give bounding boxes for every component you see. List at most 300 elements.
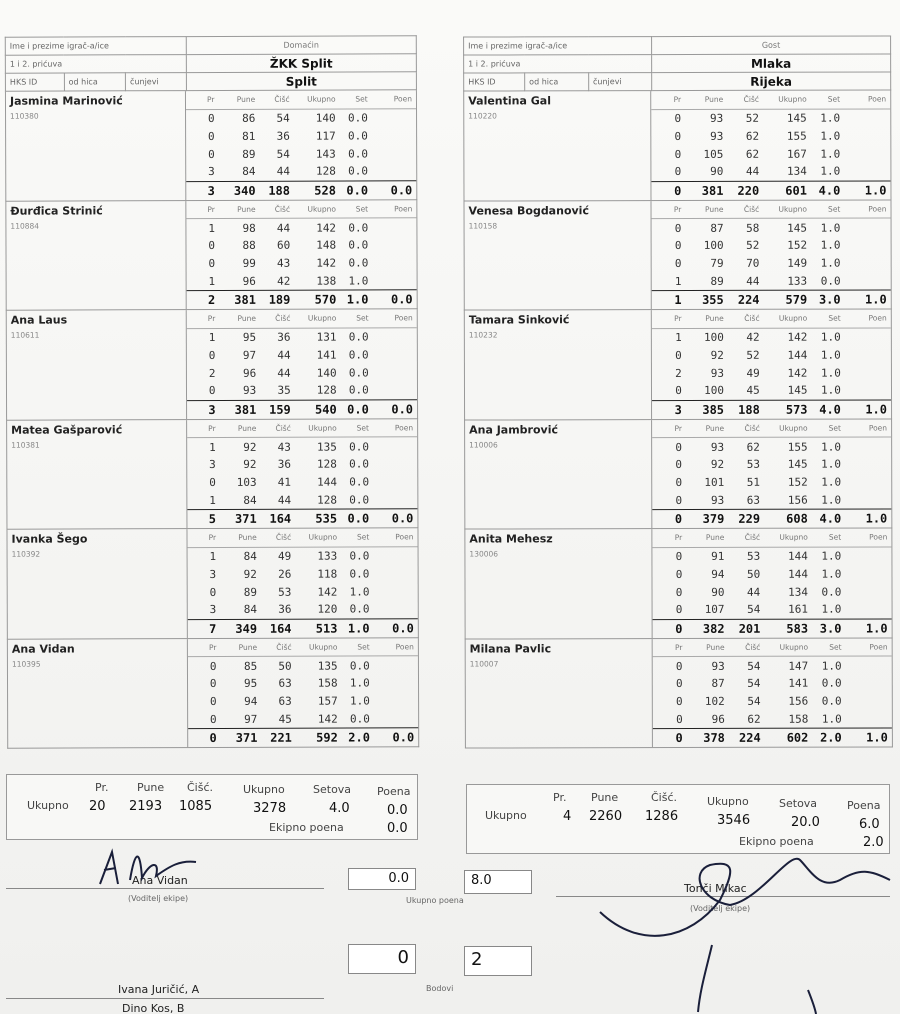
sum-pr-label: Pr. [553,791,567,804]
sum-pune: 2193 [129,799,163,814]
game-cell: 0.0 [348,238,369,252]
game-cell: 142 [317,585,338,599]
player-total-row [653,618,892,637]
player-info [466,639,654,748]
game-cell: 128 [316,457,337,472]
total-cell: 3 [207,183,215,198]
column-header: Pr [674,423,682,433]
home-leader-line [6,888,324,889]
player-info [464,201,652,310]
hks-label: HKS ID [5,73,64,91]
player-name: Ana Vidan [11,641,75,656]
game-cell: 50 [278,659,292,673]
player-info [464,91,652,200]
game-cell: 3 [209,603,217,617]
game-cell: 35 [277,384,291,398]
player-games [653,419,892,528]
sum-ekipno-label: Ekipno poena [269,821,344,834]
total-cell: 540 [314,402,337,417]
player-total-row [187,180,417,200]
game-cell: 156 [788,694,809,708]
column-header: Pune [238,642,258,652]
game-cell: 1.0 [821,457,842,472]
total-cell: 224 [737,292,760,307]
player-games [187,419,417,528]
game-cell: 158 [317,676,338,691]
game-cell: 0.0 [348,348,369,362]
column-header: Pr [208,423,216,433]
referee-b: Dino Kos, B [122,1002,185,1014]
game-row [188,491,418,510]
game-row [188,600,418,619]
player-info [7,310,188,419]
sum-cisc-label: Čišć. [187,781,214,794]
game-cell: 89 [243,585,257,599]
game-cell: 58 [746,221,760,235]
game-cell: 0 [208,384,216,398]
game-row [653,600,892,618]
total-cell: 0.0 [391,511,414,526]
player-block [463,90,891,201]
column-headers [653,419,892,438]
game-cell: 3 [209,458,216,472]
game-cell: 93 [242,384,257,398]
game-cell: 0 [674,257,682,271]
sum-cisc: 1286 [645,809,679,824]
game-cell: 149 [787,256,808,270]
sum-setova-label: Setova [779,797,818,810]
column-header: Pr [674,533,683,543]
total-cell: 535 [315,511,338,526]
total-cell: 164 [269,511,292,526]
total-cell: 381 [234,402,257,417]
column-header: Pr [208,642,217,652]
total-cell: 4.0 [818,183,841,198]
game-cell: 0.0 [821,585,842,599]
player-block [463,200,891,311]
game-cell: 0 [675,585,683,599]
player-games [652,309,891,418]
guest-header [463,35,891,91]
column-header: Ukupno [308,423,337,433]
game-cell: 1.0 [349,676,370,690]
game-cell: 145 [786,111,807,125]
game-cell: 0.0 [348,147,368,161]
game-cell: 93 [710,129,724,143]
game-cell: 86 [242,111,256,126]
player-block [464,309,892,420]
total-cell: 349 [235,621,258,636]
game-cell: 36 [278,603,292,617]
game-cell: 0.0 [348,330,369,344]
game-cell: 0 [209,659,217,673]
total-cell: 224 [738,730,761,745]
player-name: Tamara Sinković [468,313,570,327]
referee-line [6,998,324,999]
game-cell: 138 [316,274,337,288]
column-header: Poen [394,423,414,433]
player-name: Anita Mehesz [469,532,553,546]
column-header: Set [829,642,842,652]
home-leader-name: Ana Vidan [132,874,188,887]
column-header: Set [355,94,368,104]
total-cell: 1.0 [864,183,887,198]
total-cell: 0.0 [346,183,369,198]
game-cell: 1 [209,440,216,454]
game-row [653,674,892,692]
game-row [653,491,892,509]
game-cell: 44 [277,493,292,507]
game-cell: 0 [675,440,682,454]
game-cell: 1.0 [820,129,841,143]
game-cell: 96 [242,366,257,380]
game-cell: 81 [242,129,256,143]
player-id: 110007 [469,658,499,669]
game-row [188,438,418,457]
home-club: ŽKK Split [186,54,416,73]
game-cell: 142 [787,366,808,380]
column-header: Pune [704,204,724,214]
game-cell: 1.0 [821,659,842,673]
game-row [188,583,418,602]
game-cell: 84 [243,549,257,564]
game-cell: 92 [710,348,724,362]
game-cell: 155 [787,440,808,454]
game-cell: 1 [209,550,217,564]
total-cell: 340 [233,183,256,198]
game-cell: 128 [316,383,337,398]
player-id: 110232 [468,330,498,340]
game-row [187,272,417,291]
game-row [188,473,418,492]
column-headers [187,200,417,220]
column-header: Pr [208,533,217,543]
home-header [5,35,417,91]
column-header: Ukupno [779,533,808,543]
game-cell: 105 [703,147,724,161]
player-name: Ivanka Šego [11,532,88,546]
column-header: Čišć [275,314,291,324]
game-cell: 0 [208,348,216,362]
game-cell: 92 [243,567,257,581]
sum-poena: 0.0 [387,803,408,818]
game-cell: 135 [316,440,337,454]
player-block [7,638,419,749]
game-cell: 0 [674,147,682,161]
player-total-row [652,290,891,309]
game-cell: 99 [242,256,256,271]
game-cell: 117 [315,129,336,143]
player-games [652,200,891,309]
game-cell: 1.0 [821,493,842,507]
game-cell: 100 [703,331,724,345]
total-cell: 379 [702,512,725,527]
game-cell: 1.0 [820,348,841,362]
column-header: Ukupno [778,204,808,214]
points-label: Ukupno poena [406,896,464,905]
column-header: Pr [674,314,682,324]
column-header: Čišć [274,204,291,214]
total-cell: 385 [702,402,725,417]
total-cell: 0 [674,512,683,527]
column-header: Pr [673,95,682,105]
game-cell: 1.0 [820,366,841,380]
guest-leader-role: (Voditelj ekipe) [690,904,751,913]
guest-team-section [463,35,893,748]
game-row [653,583,892,601]
total-cell: 1.0 [346,292,369,307]
sum-pr-label: Pr. [95,781,109,794]
player-id: 110380 [10,111,39,121]
player-name: Đurđica Strinić [10,203,103,218]
game-cell: 118 [317,567,338,581]
game-cell: 43 [276,256,291,270]
total-cell: 0 [209,731,217,746]
game-cell: 89 [242,147,256,161]
home-team-section [5,35,419,748]
total-cell: 0.0 [392,730,415,745]
player-name: Matea Gašparović [11,422,123,437]
column-header: Ukupno [307,313,337,324]
game-cell: 93 [711,659,725,673]
sum-ukupno-label: Ukupno [707,795,749,808]
total-cell: 229 [738,511,761,526]
column-headers [187,419,417,439]
game-cell: 0 [675,567,683,581]
game-cell: 0 [675,659,683,673]
column-headers [653,528,892,547]
game-cell: 54 [747,694,761,708]
game-cell: 93 [711,493,725,507]
game-cell: 0 [208,239,216,253]
game-cell: 1.0 [348,274,369,288]
total-cell: 0.0 [347,402,369,417]
player-block [465,638,893,749]
game-row [187,219,417,238]
player-id: 110220 [468,111,497,121]
player-games [187,309,417,418]
column-header: Poen [395,642,414,652]
column-header: Pune [238,533,257,543]
sum-cisc-label: Čišć. [651,791,678,804]
game-cell: 142 [787,330,808,344]
game-cell: 0 [207,112,215,126]
game-cell: 1 [209,493,216,507]
column-header: Čišć [744,423,760,433]
game-row [653,710,892,728]
game-cell: 36 [277,458,291,472]
game-cell: 133 [787,274,808,288]
sum-setova-label: Setova [313,783,352,796]
game-row [188,692,418,711]
game-cell: 87 [711,677,725,691]
game-cell: 120 [317,602,338,617]
game-cell: 0 [207,129,215,143]
game-cell: 144 [788,549,808,563]
player-total-row [653,728,892,747]
game-cell: 147 [788,659,809,673]
game-cell: 89 [710,274,724,288]
total-cell: 0.0 [391,401,414,416]
game-cell: 44 [276,165,290,179]
game-cell: 0.0 [349,659,370,673]
guest-points-box: 8.0 [464,870,532,894]
player-info [7,529,188,638]
game-cell: 0.0 [347,111,368,125]
game-cell: 84 [243,603,258,617]
column-header: Set [357,642,370,652]
player-games [188,638,418,747]
total-cell: 164 [269,621,292,636]
column-headers [652,90,891,109]
column-header: Čišć [743,204,760,214]
column-header: Čišć [744,314,760,324]
game-cell: 63 [278,694,292,708]
column-header: Pune [705,423,725,433]
game-row [187,254,417,273]
game-cell: 0.0 [349,549,370,563]
column-header: Čišć [275,533,292,543]
game-cell: 143 [315,147,336,161]
player-block [5,90,417,201]
game-cell: 144 [788,567,808,581]
total-cell: 2.0 [348,730,370,745]
column-headers [188,528,418,548]
game-cell: 157 [317,694,338,708]
guest-summary [466,784,890,854]
total-cell: 4.0 [819,511,842,526]
sum-pr: 4 [563,809,572,824]
column-header: Poen [394,313,413,323]
game-cell: 42 [277,274,291,288]
player-total-row [187,399,417,419]
game-cell: 107 [704,603,725,617]
game-cell: 0 [674,239,682,253]
player-info [7,420,188,529]
name-label: Ime i prezime igrač-a/ice [464,37,652,55]
game-cell: 141 [788,677,809,691]
total-cell: 579 [785,292,808,307]
column-header: Poen [867,94,887,104]
sum-row-label: Ukupno [485,809,527,822]
guest-leader-name: Tonči Mikac [684,882,747,895]
game-cell: 44 [746,274,760,288]
game-cell: 97 [242,348,257,362]
game-cell: 96 [242,274,256,288]
game-cell: 3 [209,567,217,581]
home-summary [6,774,418,840]
game-cell: 62 [747,712,761,726]
game-row [187,236,417,255]
column-headers [187,309,417,329]
games-label: 1 i 2. prićuva [5,55,186,74]
sum-pune: 2260 [589,809,623,824]
column-header: Poen [395,532,414,542]
player-games [188,528,418,637]
game-cell: 44 [277,366,291,380]
sum-setova: 4.0 [329,801,350,816]
total-cell: 371 [234,511,257,527]
player-block [6,419,418,530]
game-cell: 100 [703,239,724,253]
game-row [187,145,417,164]
sum-ukupno: 3546 [717,813,751,828]
game-cell: 0 [675,677,683,691]
player-id: 110158 [468,220,498,231]
total-cell: 5 [208,512,216,527]
game-cell: 92 [243,458,257,472]
game-cell: 148 [316,238,337,253]
game-row [187,381,417,400]
game-cell: 50 [746,567,761,581]
game-cell: 98 [242,221,256,235]
game-cell: 62 [745,129,760,143]
od-hica-label: od hica [64,73,125,91]
total-cell: 371 [235,730,258,746]
game-cell: 0 [675,458,683,472]
game-cell: 45 [278,712,292,726]
game-cell: 26 [278,567,292,581]
game-cell: 0 [209,585,217,599]
total-cell: 592 [316,730,338,745]
column-header: Pune [704,95,724,105]
column-headers [653,638,892,657]
game-cell: 144 [787,348,808,362]
game-cell: 63 [746,493,761,507]
game-cell: 93 [710,366,724,380]
player-name: Ana Laus [10,313,68,327]
column-header: Set [355,204,369,214]
game-cell: 0 [209,476,216,490]
sum-ukupno-label: Ukupno [243,783,285,796]
total-cell: 220 [737,183,760,198]
game-cell: 0.0 [349,602,370,616]
player-total-row [652,180,891,199]
game-cell: 1.0 [820,330,841,344]
game-row [652,272,891,290]
player-total-row [188,618,418,638]
column-header: Pune [236,95,256,105]
game-cell: 54 [276,111,290,125]
game-cell: 167 [786,147,807,161]
side-label: Domaćin [186,36,416,55]
game-cell: 0 [208,257,216,271]
sum-poena: 6.0 [859,817,880,832]
game-cell: 2 [675,366,682,380]
sum-cisc: 1085 [179,799,213,814]
column-header: Ukupno [779,423,808,433]
total-cell: 159 [269,402,291,417]
game-cell: 100 [704,384,724,398]
player-id: 110392 [11,549,41,559]
game-cell: 94 [244,694,258,709]
player-info [6,91,187,200]
column-header: Pune [706,642,725,652]
game-cell: 0.0 [350,712,370,726]
game-cell: 92 [243,440,257,454]
sum-ekipno: 2.0 [863,835,884,850]
game-cell: 140 [315,111,336,125]
bodovi-label: Bodovi [426,984,454,993]
game-cell: 142 [316,221,337,235]
column-header: Poen [393,94,412,104]
total-cell: 355 [702,293,724,308]
game-cell: 70 [746,256,760,270]
total-cell: 0 [674,183,682,198]
game-row [652,346,891,364]
game-cell: 44 [277,348,291,362]
game-cell: 134 [787,165,807,179]
